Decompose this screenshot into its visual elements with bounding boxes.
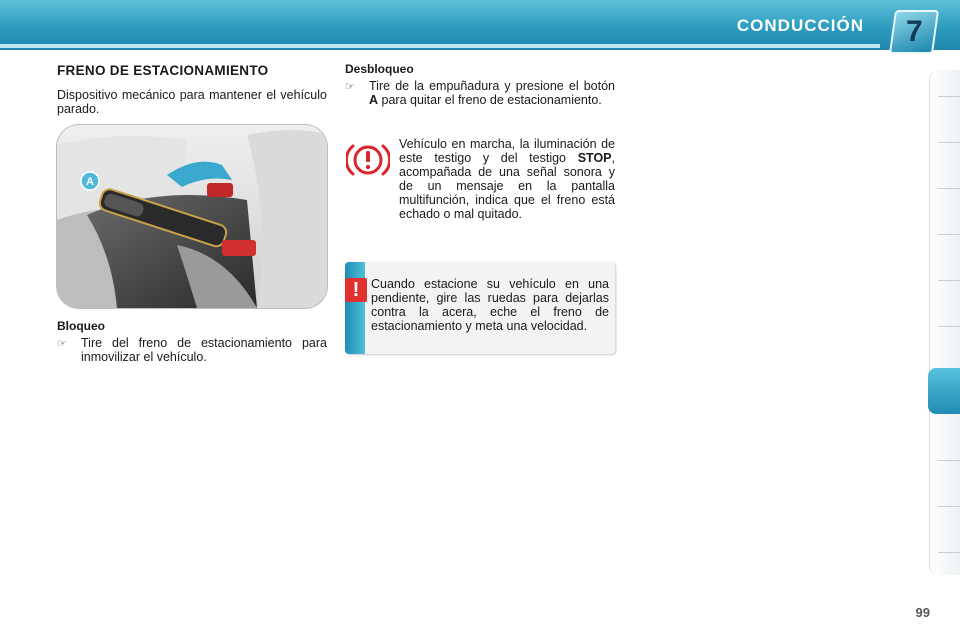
photo-callout-a: A <box>86 176 94 188</box>
chapter-tab-divider <box>938 326 960 327</box>
desbloqueo-text <box>369 79 615 107</box>
chapter-tab-divider <box>938 142 960 143</box>
chapter-title: CONDUCCIÓN <box>736 16 864 35</box>
warning-text-after: , acompañada de una señal sonora y de un mensaje en la pantalla multifunción, indica que el freno está echado o mal quitado. <box>399 151 615 221</box>
bloqueo-section <box>57 319 327 364</box>
section-intro: Dispositivo mecánico para mantener el vehículo parado. <box>57 88 327 116</box>
page-number: 99 <box>915 605 930 620</box>
header-stripe <box>0 44 880 48</box>
chapter-tab-divider <box>938 552 960 553</box>
desbloqueo-text-after: para quitar el freno de estacionamiento. <box>378 93 602 107</box>
chapter-tab-divider <box>938 460 960 461</box>
chapter-tab-divider <box>938 506 960 507</box>
hand-pointer-icon: ☞ <box>345 81 355 93</box>
chapter-tab-divider <box>938 234 960 235</box>
bloqueo-bullet <box>57 336 327 364</box>
section-title: FRENO DE ESTACIONAMIENTO <box>57 63 269 78</box>
desbloqueo-button-letter: A <box>369 93 379 107</box>
chapter-tab-divider <box>938 96 960 97</box>
chapter-badge <box>889 10 939 54</box>
handbrake-illustration <box>57 125 327 308</box>
chapter-tab-active[interactable] <box>928 368 960 414</box>
desbloqueo-section <box>345 62 615 107</box>
notice-text: Cuando estacione su vehículo en una pendiente, gire las ruedas para dejarlas contra la acera, eche el freno de estacionamiento y meta una velocidad. <box>371 277 609 333</box>
handbrake-photo <box>57 125 327 308</box>
chapter-tab-divider <box>938 280 960 281</box>
warning-stop-word: STOP <box>577 151 612 165</box>
desbloqueo-bullet <box>345 79 615 107</box>
chapter-tab-divider <box>938 188 960 189</box>
bloqueo-heading: Bloqueo <box>57 319 105 333</box>
warning-text-before: Vehículo en marcha, la iluminación de este testigo y del testigo <box>399 137 615 165</box>
bloqueo-text: Tire del freno de estacionamiento para inmovilizar el vehículo. <box>81 336 327 364</box>
warning-text-body <box>345 137 615 221</box>
desbloqueo-text-before: Tire de la empuñadura y presione el botón <box>369 79 615 93</box>
exclamation-icon: ! <box>345 278 367 302</box>
hand-pointer-icon: ☞ <box>57 338 67 350</box>
chapter-tabs <box>929 70 960 575</box>
notice-box <box>345 262 615 354</box>
warning-text <box>345 137 615 221</box>
notice-side-bar <box>345 262 365 354</box>
desbloqueo-heading: Desbloqueo <box>345 62 414 76</box>
chapter-number: 7 <box>905 15 923 48</box>
